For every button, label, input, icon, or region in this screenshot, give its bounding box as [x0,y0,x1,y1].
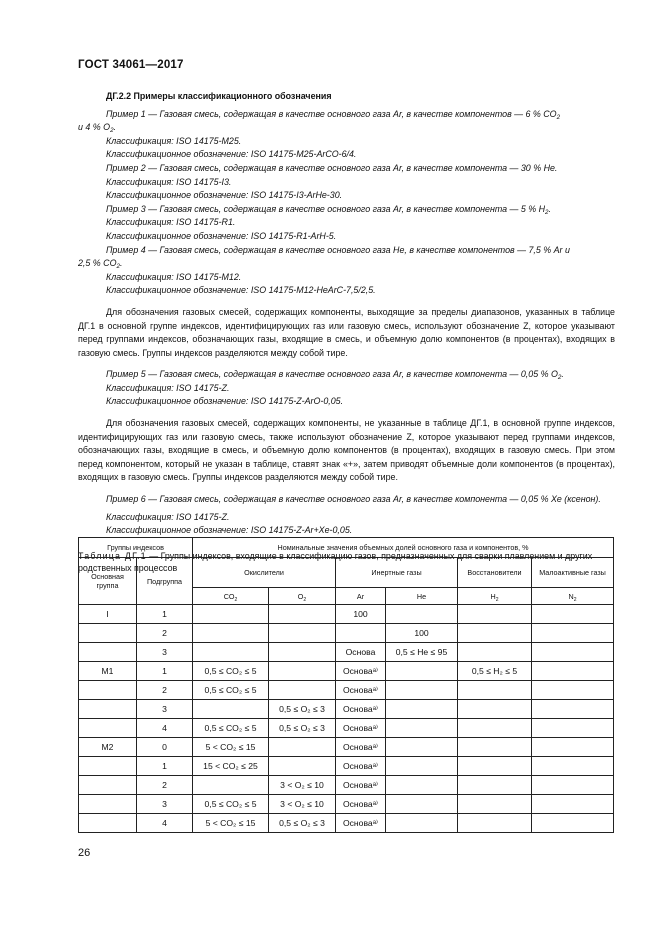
header-he: He [386,588,458,605]
table-row [79,814,614,833]
header-co2: $CO_2$ [193,588,269,605]
header-low-active-gases: Малоактивные газы [532,558,614,588]
example-designation: Классификационное обозначение: ISO 14175-R1-ArH-5. [106,230,337,241]
cell-co2: 0,5 ≤ CO₂ ≤ 5 [193,795,269,814]
cell-ar: Основаᵃ⁾ [336,662,386,681]
cell-co2 [193,643,269,662]
example-text: Пример 1 — Газовая смесь, содержащая в качестве основного газа Ar, в качестве компонентов — 6 % $CO_2$ [106,108,561,121]
table-row [79,643,614,662]
cell-o2: 0,5 ≤ O₂ ≤ 3 [269,814,336,833]
cell-sub: 1 [137,605,193,624]
cell-co2 [193,776,269,795]
table-row [79,719,614,738]
cell-co2: 15 < CO₂ ≤ 25 [193,757,269,776]
cell-co2: 0,5 ≤ CO₂ ≤ 5 [193,662,269,681]
cell-sub: 4 [137,719,193,738]
cell-o2 [269,738,336,757]
cell-main [79,700,137,719]
table-label: Таблица ДГ.1 [78,550,147,561]
example-designation: Классификационное обозначение: ISO 14175-M12-HeArC-7,5/2,5. [106,285,376,296]
cell-sub: 4 [137,814,193,833]
cell-co2 [193,605,269,624]
cell-sub: 3 [137,643,193,662]
example-2 [78,162,615,203]
cell-sub: 1 [137,662,193,681]
cell-o2 [269,605,336,624]
cell-sub: 2 [137,624,193,643]
cell-o2: 0,5 ≤ O₂ ≤ 3 [269,700,336,719]
example-5 [78,368,615,409]
cell-co2: 0,5 ≤ CO₂ ≤ 5 [193,719,269,738]
cell-n2 [532,605,614,624]
cell-n2 [532,643,614,662]
cell-main: I [79,605,137,624]
header-o2: $O_2$ [269,588,336,605]
header-oxidizers: Окислители [193,558,336,588]
cell-he [386,795,458,814]
header-ar: Ar [336,588,386,605]
cell-n2 [532,624,614,643]
cell-sub: 3 [137,795,193,814]
cell-he [386,719,458,738]
cell-n2 [532,814,614,833]
cell-main [79,643,137,662]
cell-main [79,719,137,738]
table-body [79,605,614,833]
cell-he [386,662,458,681]
example-text: Пример 3 — Газовая смесь, содержащая в качестве основного газа Ar, в качестве компонента — 5 % $H_2$. [106,203,551,216]
table-row [79,681,614,700]
document-header: ГОСТ 34061—2017 [78,59,184,71]
example-classification: Классификация: ISO 14175-R1. [106,217,236,228]
cell-ar: Основаᵃ⁾ [336,757,386,776]
cell-sub: 1 [137,757,193,776]
cell-he: 100 [386,624,458,643]
cell-co2 [193,624,269,643]
cell-ar: Основаᵃ⁾ [336,738,386,757]
example-designation: Классификационное обозначение: ISO 14175-M25-ArCO-6/4. [106,149,357,160]
cell-ar: Основаᵃ⁾ [336,776,386,795]
cell-n2 [532,719,614,738]
header-main-group: Основная группа [79,558,137,605]
cell-o2: 3 < O₂ ≤ 10 [269,795,336,814]
cell-n2 [532,700,614,719]
table-row [79,757,614,776]
header-nominal-values: Номинальные значения объемных долей основного газа и компонентов, % [193,538,614,558]
cell-h2 [458,814,532,833]
table-caption-text: — Группы индексов, входящие в классификацию газов, предназначенных для сварки плавлением и других родственных процессов [78,550,593,574]
cell-h2 [458,681,532,700]
cell-he [386,700,458,719]
table-row [79,624,614,643]
example-classification: Классификация: ISO 14175-M12. [106,271,242,282]
cell-h2 [458,700,532,719]
cell-o2 [269,624,336,643]
cell-co2: 5 < CO₂ ≤ 15 [193,738,269,757]
cell-h2 [458,624,532,643]
table-row [79,776,614,795]
cell-co2 [193,700,269,719]
table-row [79,700,614,719]
cell-ar: Основаᵃ⁾ [336,814,386,833]
example-classification: Классификация: ISO 14175-Z. [106,382,230,393]
cell-he [386,814,458,833]
example-6 [78,493,615,538]
cell-co2: 0,5 ≤ CO₂ ≤ 5 [193,681,269,700]
cell-o2 [269,662,336,681]
cell-n2 [532,757,614,776]
header-h2: $H_2$ [458,588,532,605]
example-classification: Классификация: ISO 14175-I3. [106,176,232,187]
example-1 [78,108,615,162]
cell-he [386,605,458,624]
cell-sub: 2 [137,776,193,795]
cell-ar: Основаᵃ⁾ [336,795,386,814]
cell-ar: Основа [336,643,386,662]
gas-classification-table [78,537,614,833]
cell-main: M2 [79,738,137,757]
cell-o2 [269,757,336,776]
example-text: Пример 5 — Газовая смесь, содержащая в качестве основного газа Ar, в качестве компонента — 0,05 % $O_2$. [106,369,564,382]
header-index-groups: Группы индексов [79,538,193,558]
cell-h2 [458,757,532,776]
example-text: Пример 4 — Газовая смесь, содержащая в качестве основного газа He, в качестве компонентов — 7,5 % Ar и [106,244,570,255]
cell-o2: 3 < O₂ ≤ 10 [269,776,336,795]
example-classification: Классификация: ISO 14175-Z. [106,511,230,522]
cell-he [386,776,458,795]
cell-ar: 100 [336,605,386,624]
cell-o2 [269,681,336,700]
cell-sub: 3 [137,700,193,719]
cell-main [79,776,137,795]
paragraph-z-designation: Для обозначения газовых смесей, содержащих компоненты, выходящие за пределы диапазонов, указанных в таблице ДГ.1 в основной группе индексов, идентифицирующих газ или газовую смесь, используют обозначение Z, которое указывают перед группами индексов, обозначающих газы, входящие в смесь, и объемную долю компонентов (в процентах), входящих в газовую смесь. Группы индексов разделяются между собой тире. [78,306,615,358]
example-4 [78,244,615,298]
cell-h2 [458,643,532,662]
cell-n2 [532,738,614,757]
cell-he [386,757,458,776]
cell-main [79,814,137,833]
header-inert-gases: Инертные газы [336,558,458,588]
cell-main [79,757,137,776]
cell-ar: Основаᵃ⁾ [336,681,386,700]
example-text: Пример 6 — Газовая смесь, содержащая в качестве основного газа Ar, в качестве компонента — 0,05 % Xe (ксенон). [106,494,601,505]
cell-n2 [532,681,614,700]
cell-sub: 0 [137,738,193,757]
cell-h2 [458,605,532,624]
cell-co2: 5 < CO₂ ≤ 15 [193,814,269,833]
cell-n2 [532,795,614,814]
cell-o2: 0,5 ≤ O₂ ≤ 3 [269,719,336,738]
table-row [79,605,614,624]
page-body [78,90,615,575]
header-n2: $N_2$ [532,588,614,605]
cell-he: 0,5 ≤ He ≤ 95 [386,643,458,662]
cell-h2 [458,776,532,795]
cell-h2 [458,738,532,757]
cell-he [386,681,458,700]
example-designation: Классификационное обозначение: ISO 14175-Z-ArO-0,05. [106,396,344,407]
header-reducers: Восстановители [458,558,532,588]
example-text: Пример 2 — Газовая смесь, содержащая в качестве основного газа Ar, в качестве компонента — 30 % He. [106,162,558,173]
cell-n2 [532,662,614,681]
cell-o2 [269,643,336,662]
cell-h2 [458,795,532,814]
paragraph-plus-sign: Для обозначения газовых смесей, содержащих компоненты, не указанные в таблице ДГ.1, в основной группе индексов, идентифицирующих газ или газовую смесь, также используют обозначение Z, которое указывают перед группами индексов, обозначающих газы, входящие в смесь, и объемную долю компонентов (в процентах), входящих в газовую смесь. При этом перед компонентом, который не указан в таблице, ставят знак «+», затем приводят объемные доли компонентов (в процентах), входящих в газовую смесь. Группы индексов разделяются между собой тире. [78,418,615,483]
cell-n2 [532,776,614,795]
table-row [79,795,614,814]
example-text-cont: 2,5 % $CO_2$. [78,258,123,271]
cell-ar: Основаᵃ⁾ [336,700,386,719]
cell-h2 [458,719,532,738]
cell-main [79,795,137,814]
example-designation: Классификационное обозначение: ISO 14175-Z-Ar+Xe-0,05. [106,525,353,536]
page-number: 26 [78,847,91,859]
example-designation: Классификационное обозначение: ISO 14175-I3-ArHe-30. [106,190,343,201]
cell-h2: 0,5 ≤ H₂ ≤ 5 [458,662,532,681]
cell-main [79,681,137,700]
cell-ar [336,624,386,643]
cell-sub: 2 [137,681,193,700]
cell-main [79,624,137,643]
header-subgroup: Подгруппа [137,558,193,605]
example-text-cont: и 4 % $O_2$. [78,122,117,135]
table-row [79,662,614,681]
cell-ar: Основаᵃ⁾ [336,719,386,738]
example-3 [78,203,615,244]
table-row [79,738,614,757]
cell-main: M1 [79,662,137,681]
example-classification: Классификация: ISO 14175-M25. [106,135,242,146]
cell-he [386,738,458,757]
section-title: ДГ.2.2 Примеры классификационного обозначения [106,91,332,101]
